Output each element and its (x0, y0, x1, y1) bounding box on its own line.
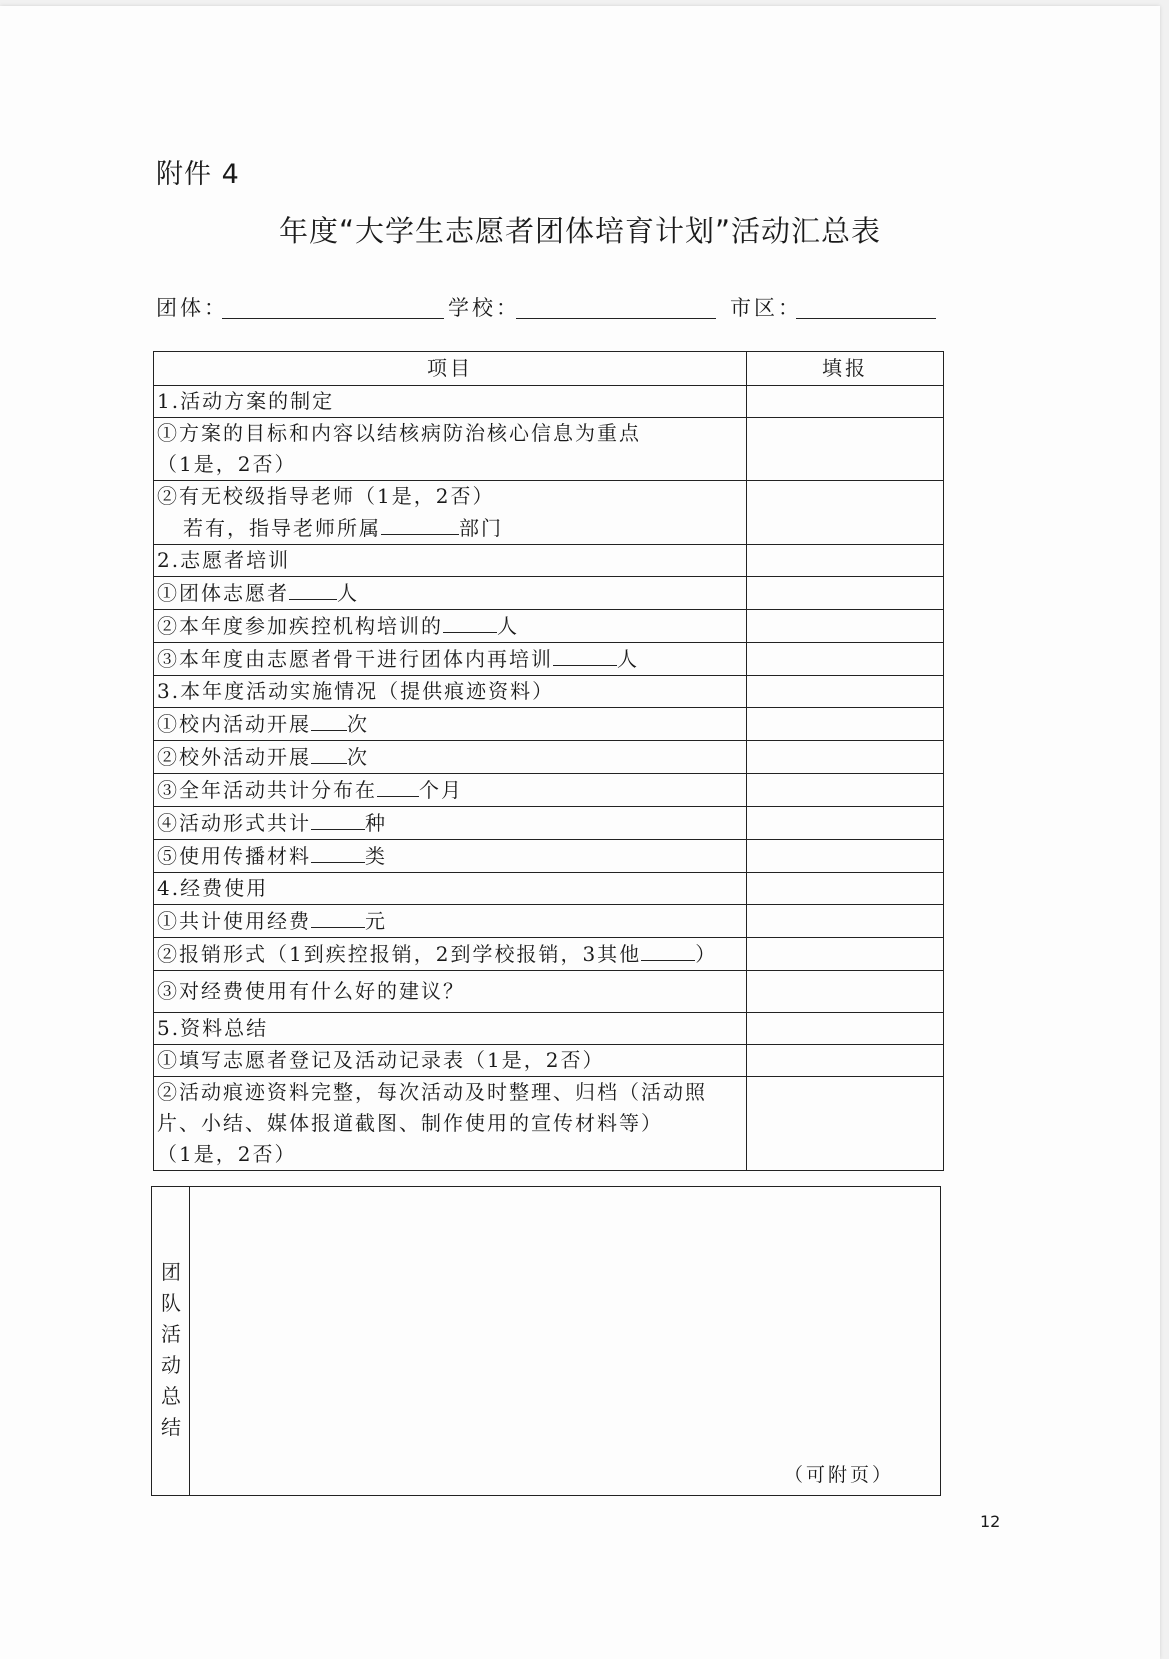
section-heading: 2.志愿者培训 (157, 548, 291, 572)
item-text: ①共计使用经费 (157, 909, 311, 933)
item-unit: 人 (497, 614, 519, 638)
fill-cell[interactable] (747, 938, 944, 971)
item-unit: 个月 (419, 778, 463, 802)
item-unit: 人 (617, 647, 639, 671)
item-unit: 类 (365, 844, 387, 868)
attachment-label: 附件 4 (156, 159, 240, 190)
inline-blank[interactable] (381, 512, 459, 535)
item-line: ②有无校级指导老师（1是，2否） (157, 484, 495, 508)
item-cell (154, 905, 747, 938)
document-page (0, 6, 1160, 1659)
item-unit: 次 (347, 745, 369, 769)
section-heading: 4.经费使用 (157, 876, 269, 900)
table-header-row (154, 352, 944, 386)
summary-label-char: 动 (161, 1353, 181, 1377)
item-text: ③本年度由志愿者骨干进行团体内再培训 (157, 647, 553, 671)
fill-cell[interactable] (747, 774, 944, 807)
table-row (154, 708, 944, 741)
fill-cell[interactable] (747, 708, 944, 741)
summary-label-column (152, 1187, 190, 1495)
item-cell (154, 840, 747, 873)
summary-vertical-label (152, 1257, 190, 1443)
inline-blank[interactable] (377, 774, 419, 797)
inline-blank[interactable] (289, 577, 337, 600)
item-cell (154, 807, 747, 840)
district-label: 市区： (730, 296, 802, 320)
summary-label-char: 队 (161, 1291, 181, 1315)
item-line: ①方案的目标和内容以结核病防治核心信息为重点 (157, 421, 641, 445)
table-row (154, 1013, 944, 1045)
item-text: ②报销形式（1到疾控报销，2到学校报销，3其他 (157, 942, 642, 966)
item-cell (154, 545, 747, 577)
item-cell (154, 708, 747, 741)
section-heading: 3.本年度活动实施情况（提供痕迹资料） (157, 679, 555, 703)
item-cell (154, 481, 747, 545)
item-unit: 次 (347, 712, 369, 736)
item-text: ③全年活动共计分布在 (157, 778, 377, 802)
item-cell (154, 643, 747, 676)
item-cell (154, 676, 747, 708)
item-unit: 部门 (459, 516, 503, 540)
fill-cell[interactable] (747, 643, 944, 676)
section-heading: 5.资料总结 (157, 1016, 269, 1040)
inline-blank[interactable] (443, 610, 497, 633)
summary-label-char: 团 (161, 1260, 181, 1284)
fill-cell[interactable] (747, 386, 944, 418)
page-number: 12 (980, 1512, 1001, 1531)
fill-cell[interactable] (747, 418, 944, 481)
page-title: 年度“大学生志愿者团体培育计划”活动汇总表 (278, 214, 882, 248)
item-unit: 元 (365, 909, 387, 933)
item-cell (154, 741, 747, 774)
item-line: ①填写志愿者登记及活动记录表（1是，2否） (157, 1048, 605, 1072)
table-row (154, 840, 944, 873)
fill-cell[interactable] (747, 873, 944, 905)
item-cell (154, 418, 747, 481)
item-cell (154, 873, 747, 905)
table-row (154, 905, 944, 938)
item-line: （1是，2否） (157, 452, 297, 476)
summary-label-char: 活 (161, 1322, 181, 1346)
item-cell (154, 386, 747, 418)
table-row (154, 971, 944, 1013)
item-cell (154, 774, 747, 807)
fill-cell[interactable] (747, 610, 944, 643)
summary-label-char: 结 (161, 1415, 181, 1439)
item-cell (154, 1045, 747, 1077)
fill-cell[interactable] (747, 481, 944, 545)
team-summary-box[interactable] (151, 1186, 941, 1496)
item-line: ②活动痕迹资料完整，每次活动及时整理、归档（活动照片、小结、媒体报道截图、制作使用的宣传材料等） (157, 1080, 707, 1135)
fill-cell[interactable] (747, 807, 944, 840)
item-text: ①校内活动开展 (157, 712, 311, 736)
item-text: 若有，指导老师所属 (183, 516, 381, 540)
fill-cell[interactable] (747, 1013, 944, 1045)
table-row (154, 643, 944, 676)
inline-blank[interactable] (311, 807, 365, 830)
inline-blank[interactable] (553, 643, 617, 666)
table-row (154, 577, 944, 610)
item-text: ④活动形式共计 (157, 811, 311, 835)
activity-summary-table (153, 351, 944, 1171)
item-text: ②本年度参加疾控机构培训的 (157, 614, 443, 638)
fill-cell[interactable] (747, 905, 944, 938)
item-unit: 种 (365, 811, 387, 835)
table-row (154, 676, 944, 708)
group-field[interactable] (222, 318, 444, 319)
table-row (154, 1045, 944, 1077)
fill-cell[interactable] (747, 971, 944, 1013)
district-field[interactable] (796, 318, 936, 319)
fill-cell[interactable] (747, 840, 944, 873)
table-row (154, 938, 944, 971)
section-heading: 1.活动方案的制定 (157, 389, 335, 413)
inline-blank[interactable] (311, 741, 347, 764)
item-cell (154, 1077, 747, 1171)
summary-label-char: 总 (161, 1384, 181, 1408)
table-row (154, 807, 944, 840)
table-row (154, 418, 944, 481)
table-row (154, 481, 944, 545)
table-row (154, 873, 944, 905)
table-row (154, 610, 944, 643)
fill-cell[interactable] (747, 1045, 944, 1077)
item-cell (154, 1013, 747, 1045)
table-row (154, 774, 944, 807)
inline-blank[interactable] (311, 905, 365, 928)
school-label: 学校： (448, 296, 520, 320)
item-line (157, 512, 743, 544)
school-field[interactable] (516, 318, 716, 319)
item-line: ③对经费使用有什么好的建议？ (157, 979, 465, 1003)
item-text: ②校外活动开展 (157, 745, 311, 769)
item-cell (154, 577, 747, 610)
item-unit: 人 (337, 581, 359, 605)
column-header-item: 项目 (154, 352, 747, 386)
item-cell (154, 938, 747, 971)
fill-cell[interactable] (747, 1077, 944, 1171)
fill-cell[interactable] (747, 545, 944, 577)
item-cell (154, 610, 747, 643)
item-cell (154, 971, 747, 1013)
inline-blank[interactable] (311, 840, 365, 863)
table-row (154, 545, 944, 577)
item-line: （1是，2否） (157, 1142, 297, 1166)
item-unit: ） (695, 942, 718, 966)
table-row (154, 386, 944, 418)
fill-cell[interactable] (747, 741, 944, 774)
table-row (154, 741, 944, 774)
item-text: ⑤使用传播材料 (157, 844, 311, 868)
table-row (154, 1077, 944, 1171)
inline-blank[interactable] (311, 708, 347, 731)
column-header-fill: 填报 (747, 352, 944, 386)
fill-cell[interactable] (747, 577, 944, 610)
group-label: 团体： (156, 296, 228, 320)
fill-cell[interactable] (747, 676, 944, 708)
info-line (156, 292, 936, 324)
attach-page-note: （可附页） (783, 1464, 894, 1486)
inline-blank[interactable] (641, 938, 695, 961)
item-text: ①团体志愿者 (157, 581, 289, 605)
